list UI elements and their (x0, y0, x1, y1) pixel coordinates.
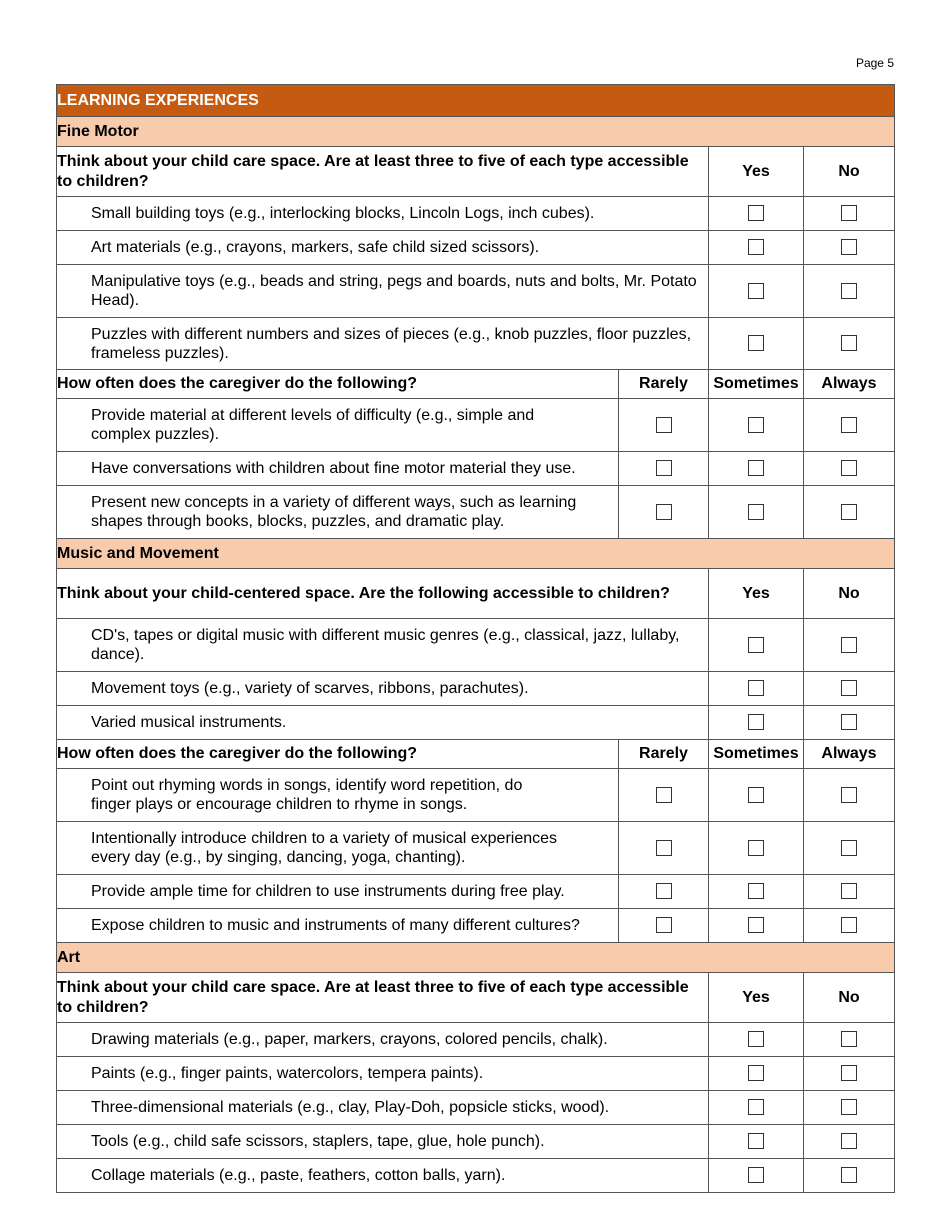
checklist-row (57, 197, 895, 231)
yes-checkbox[interactable] (748, 1167, 764, 1183)
checklist-row (57, 1091, 895, 1125)
item-text: CD's, tapes or digital music with different music genres (e.g., classical, jazz, lullaby, dance). (57, 619, 709, 672)
no-checkbox[interactable] (841, 1133, 857, 1149)
yes-checkbox[interactable] (748, 239, 764, 255)
item-text: Small building toys (e.g., interlocking blocks, Lincoln Logs, inch cubes). (57, 197, 709, 231)
yes-checkbox[interactable] (748, 205, 764, 221)
checklist-row (57, 875, 895, 909)
item-text: Provide material at different levels of difficulty (e.g., simple and complex puzzles). (57, 399, 619, 452)
always-checkbox[interactable] (841, 883, 857, 899)
checklist-row (57, 619, 895, 672)
no-checkbox[interactable] (841, 1167, 857, 1183)
always-checkbox[interactable] (841, 504, 857, 520)
always-checkbox[interactable] (841, 840, 857, 856)
rarely-checkbox[interactable] (656, 417, 672, 433)
item-text: Movement toys (e.g., variety of scarves, ribbons, parachutes). (57, 672, 709, 706)
checklist-row (57, 706, 895, 740)
no-checkbox[interactable] (841, 1031, 857, 1047)
yes-checkbox[interactable] (748, 335, 764, 351)
item-text: Point out rhyming words in songs, identify word repetition, do finger plays or encourage children to rhyme in songs. (57, 769, 619, 822)
yes-checkbox[interactable] (748, 1133, 764, 1149)
no-checkbox[interactable] (841, 714, 857, 730)
item-text: Drawing materials (e.g., paper, markers, crayons, colored pencils, chalk). (57, 1023, 709, 1057)
art-access-question: Think about your child care space. Are at least three to five of each type accessible to children? (57, 973, 709, 1023)
checklist-row (57, 399, 895, 452)
no-checkbox[interactable] (841, 283, 857, 299)
item-text: Intentionally introduce children to a variety of musical experiences every day (e.g., by singing, dancing, yoga, chanting). (57, 822, 619, 875)
section-title: LEARNING EXPERIENCES (57, 85, 895, 117)
rarely-checkbox[interactable] (656, 504, 672, 520)
rarely-column-header: Rarely (619, 370, 709, 399)
no-column-header: No (804, 569, 895, 619)
checklist-row (57, 822, 895, 875)
yes-checkbox[interactable] (748, 283, 764, 299)
checklist-row (57, 1023, 895, 1057)
music-frequency-question: How often does the caregiver do the following? (57, 740, 619, 769)
yes-checkbox[interactable] (748, 1099, 764, 1115)
yes-column-header: Yes (709, 569, 804, 619)
no-column-header: No (804, 147, 895, 197)
item-text: Collage materials (e.g., paste, feathers, cotton balls, yarn). (57, 1159, 709, 1193)
learning-experiences-form (56, 84, 895, 1193)
item-text: Puzzles with different numbers and sizes of pieces (e.g., knob puzzles, floor puzzles, frameless puzzles). (57, 318, 709, 370)
always-checkbox[interactable] (841, 417, 857, 433)
rarely-checkbox[interactable] (656, 917, 672, 933)
sometimes-column-header: Sometimes (709, 740, 804, 769)
always-column-header: Always (804, 740, 895, 769)
no-checkbox[interactable] (841, 1065, 857, 1081)
no-column-header: No (804, 973, 895, 1023)
no-checkbox[interactable] (841, 1099, 857, 1115)
no-checkbox[interactable] (841, 335, 857, 351)
always-checkbox[interactable] (841, 917, 857, 933)
item-text: Have conversations with children about fine motor material they use. (57, 452, 619, 486)
item-text: Tools (e.g., child safe scissors, staplers, tape, glue, hole punch). (57, 1125, 709, 1159)
rarely-checkbox[interactable] (656, 787, 672, 803)
checklist-row (57, 1125, 895, 1159)
sometimes-checkbox[interactable] (748, 504, 764, 520)
category-music-and-movement: Music and Movement (57, 539, 895, 569)
item-text: Three-dimensional materials (e.g., clay, Play-Doh, popsicle sticks, wood). (57, 1091, 709, 1125)
sometimes-checkbox[interactable] (748, 417, 764, 433)
checklist-row (57, 1057, 895, 1091)
item-text: Provide ample time for children to use instruments during free play. (57, 875, 619, 909)
yes-checkbox[interactable] (748, 637, 764, 653)
category-art: Art (57, 943, 895, 973)
checklist-row (57, 318, 895, 370)
category-fine-motor: Fine Motor (57, 117, 895, 147)
yes-column-header: Yes (709, 147, 804, 197)
sometimes-column-header: Sometimes (709, 370, 804, 399)
item-text: Present new concepts in a variety of different ways, such as learning shapes through books, blocks, puzzles, and dramatic play. (57, 486, 619, 539)
rarely-checkbox[interactable] (656, 460, 672, 476)
item-text: Paints (e.g., finger paints, watercolors, tempera paints). (57, 1057, 709, 1091)
no-checkbox[interactable] (841, 205, 857, 221)
fine-motor-frequency-question: How often does the caregiver do the following? (57, 370, 619, 399)
rarely-checkbox[interactable] (656, 840, 672, 856)
item-text: Art materials (e.g., crayons, markers, safe child sized scissors). (57, 231, 709, 265)
checklist-row (57, 672, 895, 706)
sometimes-checkbox[interactable] (748, 883, 764, 899)
yes-checkbox[interactable] (748, 680, 764, 696)
yes-checkbox[interactable] (748, 1065, 764, 1081)
rarely-column-header: Rarely (619, 740, 709, 769)
fine-motor-access-question: Think about your child care space. Are at least three to five of each type accessible to children? (57, 147, 709, 197)
checklist-row (57, 452, 895, 486)
checklist-row (57, 231, 895, 265)
item-text: Manipulative toys (e.g., beads and string, pegs and boards, nuts and bolts, Mr. Potato Head). (57, 265, 709, 318)
rarely-checkbox[interactable] (656, 883, 672, 899)
item-text: Varied musical instruments. (57, 706, 709, 740)
checklist-row (57, 909, 895, 943)
yes-column-header: Yes (709, 973, 804, 1023)
always-checkbox[interactable] (841, 460, 857, 476)
sometimes-checkbox[interactable] (748, 840, 764, 856)
sometimes-checkbox[interactable] (748, 460, 764, 476)
no-checkbox[interactable] (841, 680, 857, 696)
checklist-row (57, 769, 895, 822)
yes-checkbox[interactable] (748, 1031, 764, 1047)
yes-checkbox[interactable] (748, 714, 764, 730)
item-text: Expose children to music and instruments of many different cultures? (57, 909, 619, 943)
no-checkbox[interactable] (841, 239, 857, 255)
sometimes-checkbox[interactable] (748, 787, 764, 803)
always-column-header: Always (804, 370, 895, 399)
no-checkbox[interactable] (841, 637, 857, 653)
checklist-row (57, 265, 895, 318)
page-number: Page 5 (855, 56, 894, 70)
sometimes-checkbox[interactable] (748, 917, 764, 933)
checklist-row (57, 486, 895, 539)
music-access-question: Think about your child-centered space. Are the following accessible to children? (57, 569, 709, 619)
checklist-row (57, 1159, 895, 1193)
always-checkbox[interactable] (841, 787, 857, 803)
